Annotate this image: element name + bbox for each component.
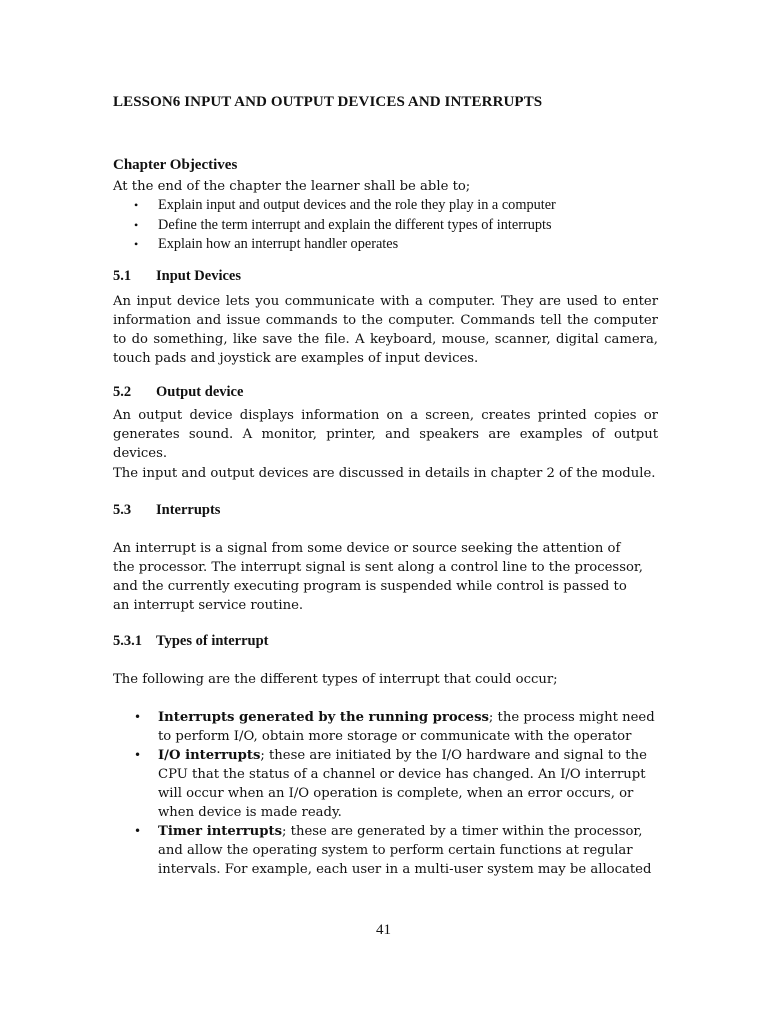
section-title: Interrupts — [156, 502, 221, 518]
input-devices-paragraph: An input device lets you communicate with a computer. They are used to enter information and issue commands to the computer. Commands tell the computer to do something, like save the file. A keyboard, mouse, scanner, digital camera, touch pads and joystick are examples of input devices. — [113, 294, 658, 366]
section-number: 5.2 — [113, 384, 132, 400]
interrupt-type-term: I/O interrupts — [158, 748, 261, 763]
interrupt-types-list — [113, 708, 658, 879]
interrupt-type-term: Timer interrupts — [158, 824, 283, 839]
interrupt-type-description: ; the process might need to perform I/O, obtain more storage or communicate with the operator — [158, 710, 655, 744]
chapter-objectives-heading: Chapter Objectives — [113, 157, 238, 173]
bullet-icon: • — [134, 217, 139, 232]
output-device-paragraph: An output device displays information on a screen, creates printed copies or generates sound. A monitor, printer, and speakers are examples of output devices. — [113, 408, 658, 461]
section-title: Input Devices — [156, 268, 241, 284]
interrupt-type-description: ; these are generated by a timer within the processor, and allow the operating system to perform certain functions at regular intervals. For example, each user in a multi-user system may be allocated — [158, 824, 652, 877]
list-item — [113, 746, 658, 822]
section-number: 5.1 — [113, 268, 132, 284]
list-item — [113, 708, 658, 746]
list-item — [113, 216, 556, 236]
bullet-icon: • — [134, 198, 139, 212]
devices-note-paragraph: The input and output devices are discussed in details in chapter 2 of the module. — [113, 466, 656, 481]
bullet-icon: • — [134, 748, 142, 762]
page-number: 41 — [376, 922, 391, 938]
objectives-list — [113, 196, 556, 255]
section-title: Types of interrupt — [156, 633, 269, 649]
list-item — [113, 822, 658, 879]
objective-text: Define the term interrupt and explain the different types of interrupts — [158, 216, 552, 233]
section-heading-output-device — [113, 384, 243, 401]
lesson-title: LESSON6 INPUT AND OUTPUT DEVICES AND INTERRUPTS — [113, 94, 543, 110]
bullet-icon: • — [134, 237, 139, 251]
section-title: Output device — [156, 384, 244, 400]
section-number: 5.3.1 — [113, 633, 142, 649]
section-heading-types-of-interrupt — [113, 633, 269, 650]
objective-text: Explain input and output devices and the role they play in a computer — [158, 197, 556, 213]
section-number: 5.3 — [113, 502, 132, 518]
types-intro-paragraph: The following are the different types of interrupt that could occur; — [113, 672, 558, 687]
objective-text: Explain how an interrupt handler operates — [158, 236, 399, 252]
interrupts-paragraph: An interrupt is a signal from some device or source seeking the attention of the processor. The interrupt signal is sent along a control line to the processor, and the currently executing program is suspended while control is passed to an interrupt service routine. — [113, 541, 643, 613]
bullet-icon: • — [134, 824, 142, 838]
objectives-intro: At the end of the chapter the learner shall be able to; — [113, 179, 471, 194]
interrupt-type-description: ; these are initiated by the I/O hardware and signal to the CPU that the status of a channel or device has changed. An I/O interrupt will occur when an I/O operation is complete, when an error occurs, or when device is made ready. — [158, 748, 647, 820]
section-heading-input-devices — [113, 268, 241, 285]
section-heading-interrupts — [113, 502, 220, 519]
list-item — [113, 235, 556, 255]
list-item — [113, 196, 556, 216]
bullet-icon: • — [134, 710, 142, 724]
interrupt-type-term: Interrupts generated by the running process — [158, 710, 489, 725]
